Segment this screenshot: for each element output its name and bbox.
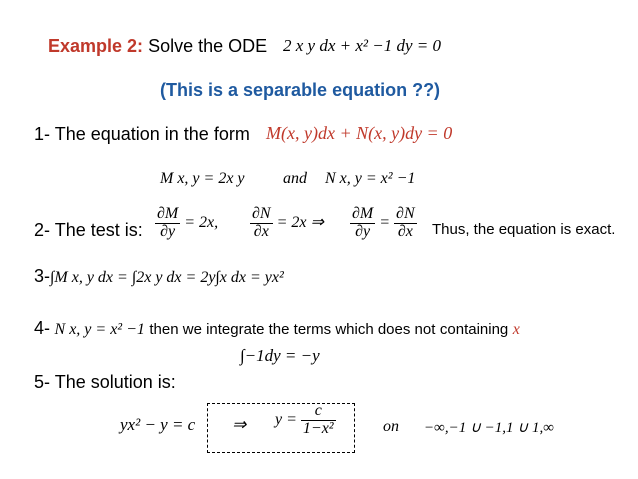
step4-containing: containing <box>439 321 509 338</box>
on-word: on <box>383 418 399 435</box>
and-word: and <box>283 170 307 187</box>
step4-integral: ∫−1dy = −y <box>240 346 320 365</box>
eq-dm-denominator: ∂y <box>355 222 371 240</box>
dn-denominator: ∂x <box>253 222 269 240</box>
y-equals: y = <box>275 410 297 428</box>
step5-number: 5- <box>34 372 51 392</box>
eq-dn-denominator: ∂x <box>397 222 413 240</box>
step4-variable: x <box>512 321 520 338</box>
explicit-solution <box>275 403 336 438</box>
n-definition: N x, y = x² −1 <box>325 170 416 187</box>
dn-numerator: ∂N <box>252 205 271 222</box>
step3-line <box>34 266 284 287</box>
step2-line <box>34 220 143 241</box>
step1-line <box>34 124 250 145</box>
dm-denominator: ∂y <box>160 222 176 240</box>
solution-numerator: c <box>301 403 336 421</box>
implies-arrow: ⇒ <box>232 415 247 434</box>
dm-value: = 2x, <box>184 213 219 231</box>
dm-numerator: ∂M <box>157 205 179 222</box>
equal-sign: = <box>379 213 391 231</box>
dn-dx-expression <box>250 206 324 241</box>
example-label: Example 2: <box>48 36 144 56</box>
example-title <box>48 36 267 57</box>
ode-equation: 2 x y dx + x² −1 dy = 0 <box>283 36 441 55</box>
subtitle: (This is a separable equation ??) <box>160 80 441 100</box>
step4-line <box>34 318 520 339</box>
eq-dm-numerator: ∂M <box>352 205 374 222</box>
step5-text: The solution is: <box>54 372 176 392</box>
step1-text: The equation in the form <box>54 124 250 144</box>
step2-number: 2- <box>34 220 51 240</box>
eq-dn-numerator: ∂N <box>396 205 415 222</box>
dn-value: = 2x ⇒ <box>276 213 324 231</box>
implicit-solution: yx² − y = c <box>120 415 196 434</box>
step4-n-expression: N x, y = x² −1 <box>54 321 145 338</box>
exactness-equality <box>350 206 417 241</box>
dm-dy-expression <box>155 206 218 241</box>
step4-number: 4- <box>34 318 51 338</box>
exactness-conclusion: Thus, the equation is exact. <box>432 221 616 238</box>
step3-integral: ∫M x, y dx = ∫2x y dx = 2y∫x dx = yx² <box>50 269 284 286</box>
step3-number: 3- <box>34 266 51 286</box>
step1-form: M(x, y)dx + N(x, y)dy = 0 <box>266 123 453 143</box>
step2-text: The test is: <box>54 220 143 240</box>
step4-text: then we integrate the terms which does not <box>149 321 436 338</box>
step1-number: 1- <box>34 124 51 144</box>
step5-line <box>34 372 176 393</box>
solution-intervals: −∞,−1 ∪ −1,1 ∪ 1,∞ <box>424 420 554 436</box>
solution-denominator: 1−x² <box>302 419 334 437</box>
m-definition: M x, y = 2x y <box>160 170 245 187</box>
example-instruction: Solve the ODE <box>148 36 268 56</box>
